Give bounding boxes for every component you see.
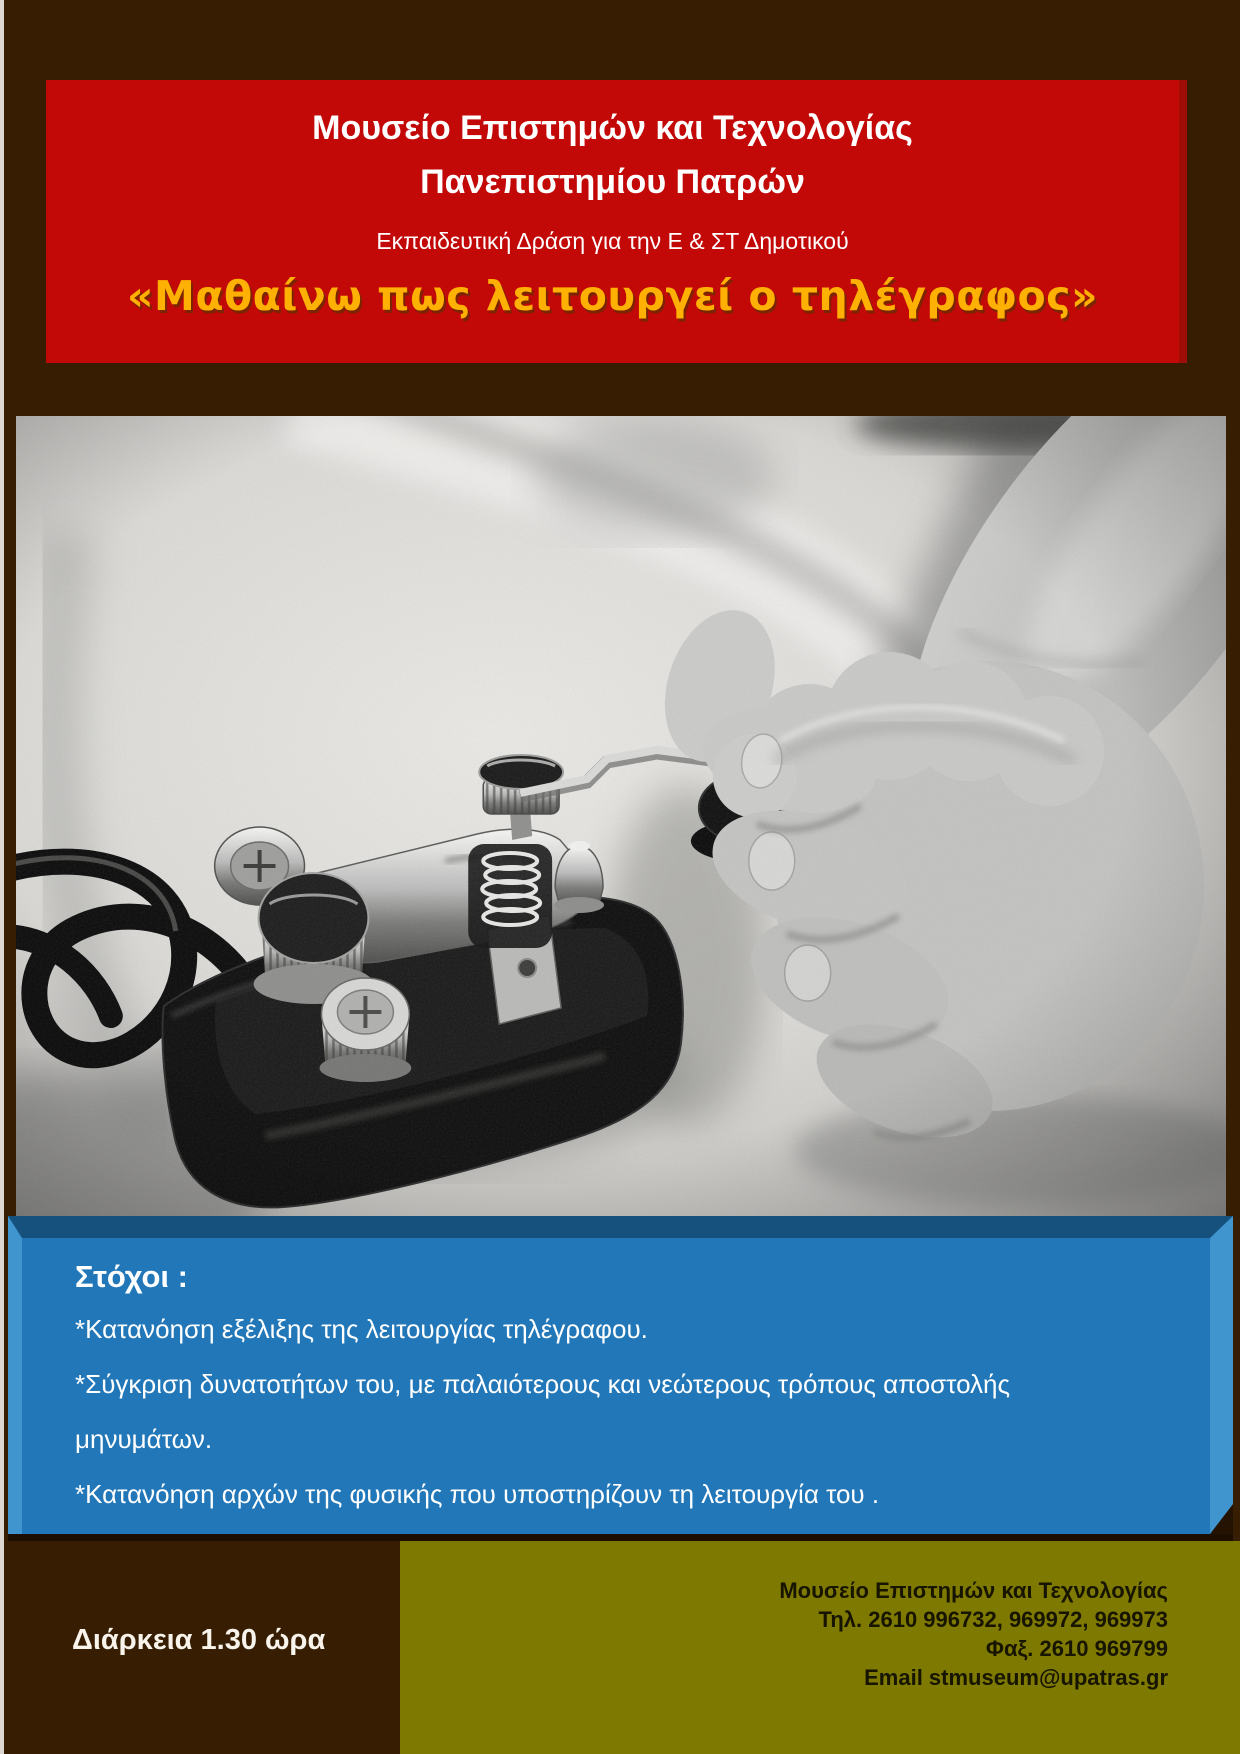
museum-title-line2: Πανεπιστημίου Πατρών <box>420 163 805 201</box>
goal-item-1: *Κατανόηση εξέλιξης της λειτουργίας τηλέγραφου. <box>75 1314 648 1344</box>
contact-email: Email stmuseum@upatras.gr <box>864 1665 1168 1690</box>
contact-phone: Τηλ. 2610 996732, 969972, 969973 <box>818 1607 1168 1632</box>
activity-subtitle: Εκπαιδευτική Δράση για την Ε & ΣΤ Δημοτικού <box>376 228 849 254</box>
goals-heading: Στόχοι : <box>75 1259 188 1294</box>
contact-museum-name: Μουσείο Επιστημών και Τεχνολογίας <box>779 1578 1168 1603</box>
activity-headline: «Μαθαίνω πως λειτουργεί ο τηλέγραφος» <box>127 272 1098 320</box>
telegraph-photo-illustration <box>16 416 1226 1216</box>
museum-title-line1: Μουσείο Επιστημών και Τεχνολογίας <box>312 109 913 147</box>
goal-item-3: *Κατανόηση αρχών της φυσικής που υποστηρίζουν τη λειτουργία του . <box>75 1479 880 1509</box>
left-edge-strip <box>0 0 4 1754</box>
telegraph-photo <box>16 416 1226 1216</box>
duration-label: Διάρκεια 1.30 ώρα <box>72 1624 326 1656</box>
header-banner <box>46 80 1187 363</box>
contact-block <box>548 1576 1168 1692</box>
goals-panel-bottom-shadow <box>8 1534 1233 1541</box>
contact-fax: Φαξ. 2610 969799 <box>985 1636 1168 1661</box>
goals-panel-corner-shadow <box>1210 1504 1233 1534</box>
goal-item-2: *Σύγκριση δυνατοτήτων του, με παλαιότερους και νεώτερους τρόπους αποστολής μηνυμάτων. <box>75 1369 1011 1454</box>
goals-panel <box>8 1216 1233 1534</box>
